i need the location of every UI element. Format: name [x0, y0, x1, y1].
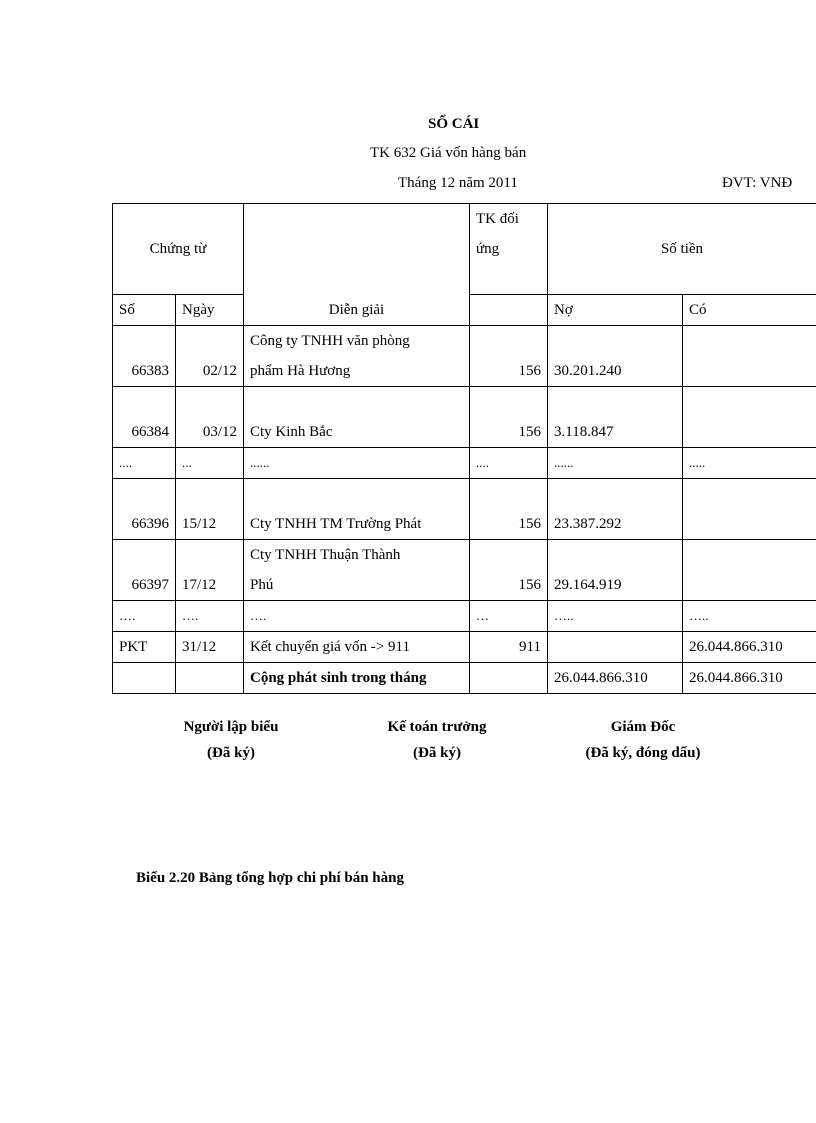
- signature-director: [552, 719, 734, 762]
- amount-header: Số tiền: [548, 204, 816, 295]
- credit-amount: .....: [683, 448, 816, 479]
- voucher-date: ….: [176, 601, 244, 632]
- voucher-date: 31/12: [176, 632, 244, 663]
- credit-amount: 26.044.866.310: [683, 632, 816, 663]
- credit-amount: [683, 387, 816, 448]
- signature-note: (Đã ký): [413, 745, 461, 761]
- table-row: [113, 601, 816, 632]
- debit-amount: 30.201.240: [548, 326, 683, 387]
- number-header: Số: [113, 295, 176, 326]
- page-title: SỔ CÁI: [428, 116, 480, 132]
- description: Công ty TNHH văn phòng phẩm Hà Hương: [244, 326, 470, 387]
- table-row: [113, 326, 816, 387]
- debit-amount: [548, 632, 683, 663]
- ledger-table: [112, 203, 816, 694]
- signature-note: (Đã ký): [207, 745, 255, 761]
- signature-role: Người lập biểu: [183, 719, 279, 735]
- table-header-row: [113, 204, 816, 295]
- contra-account: 156: [470, 387, 548, 448]
- description: Kết chuyển giá vốn -> 911: [244, 632, 470, 663]
- credit-amount: [683, 326, 816, 387]
- contra-subheader-empty: [470, 295, 548, 326]
- signature-role: Kế toán trưởng: [387, 719, 487, 735]
- voucher-number: 66384: [113, 387, 176, 448]
- debit-amount: ......: [548, 448, 683, 479]
- signature-note: (Đã ký, đóng dấu): [585, 745, 701, 761]
- description: ......: [244, 448, 470, 479]
- signature-role: Giám Đốc: [610, 719, 676, 735]
- contra-account-header: TK đối ứng: [470, 204, 548, 295]
- voucher-number: 66383: [113, 326, 176, 387]
- contra-account: 156: [470, 326, 548, 387]
- date-header: Ngày: [176, 295, 244, 326]
- debit-header: Nợ: [548, 295, 683, 326]
- figure-caption: Biểu 2.20 Bảng tổng hợp chi phí bán hàng: [136, 870, 404, 886]
- voucher-number: 66396: [113, 479, 176, 540]
- total-empty-tk: [470, 663, 548, 694]
- account-subtitle: TK 632 Giá vốn hàng bán: [370, 145, 527, 161]
- debit-amount: 29.164.919: [548, 540, 683, 601]
- voucher-date: 03/12: [176, 387, 244, 448]
- table-row: [113, 540, 816, 601]
- debit-amount: 23.387.292: [548, 479, 683, 540]
- voucher-header: Chứng từ: [113, 204, 244, 295]
- total-credit: 26.044.866.310: [683, 663, 816, 694]
- voucher-date: 17/12: [176, 540, 244, 601]
- signature-chief-accountant: [356, 719, 518, 762]
- total-debit: 26.044.866.310: [548, 663, 683, 694]
- voucher-date: ...: [176, 448, 244, 479]
- table-row: [113, 632, 816, 663]
- total-empty-date: [176, 663, 244, 694]
- description-header: Diễn giải: [244, 204, 470, 326]
- description: ….: [244, 601, 470, 632]
- contra-account: 156: [470, 540, 548, 601]
- voucher-number: 66397: [113, 540, 176, 601]
- description: Cty TNHH TM Trường Phát: [244, 479, 470, 540]
- total-row: [113, 663, 816, 694]
- debit-amount: 3.118.847: [548, 387, 683, 448]
- table-row: [113, 479, 816, 540]
- contra-account: …: [470, 601, 548, 632]
- total-label: Cộng phát sinh trong tháng: [244, 663, 470, 694]
- credit-amount: [683, 479, 816, 540]
- credit-amount: …..: [683, 601, 816, 632]
- description: Cty TNHH Thuận Thành Phú: [244, 540, 470, 601]
- voucher-number: ….: [113, 601, 176, 632]
- table-row: [113, 387, 816, 448]
- contra-account: 156: [470, 479, 548, 540]
- credit-amount: [683, 540, 816, 601]
- contra-account: 911: [470, 632, 548, 663]
- table-row: [113, 448, 816, 479]
- voucher-date: 02/12: [176, 326, 244, 387]
- period-label: Tháng 12 năm 2011: [398, 175, 518, 191]
- total-empty-number: [113, 663, 176, 694]
- debit-amount: …..: [548, 601, 683, 632]
- contra-account: ....: [470, 448, 548, 479]
- signature-preparer: [150, 719, 312, 762]
- voucher-date: 15/12: [176, 479, 244, 540]
- voucher-number: PKT: [113, 632, 176, 663]
- currency-unit: ĐVT: VNĐ: [722, 175, 793, 191]
- credit-header: Có: [683, 295, 816, 326]
- description: Cty Kinh Bắc: [244, 387, 470, 448]
- voucher-number: ....: [113, 448, 176, 479]
